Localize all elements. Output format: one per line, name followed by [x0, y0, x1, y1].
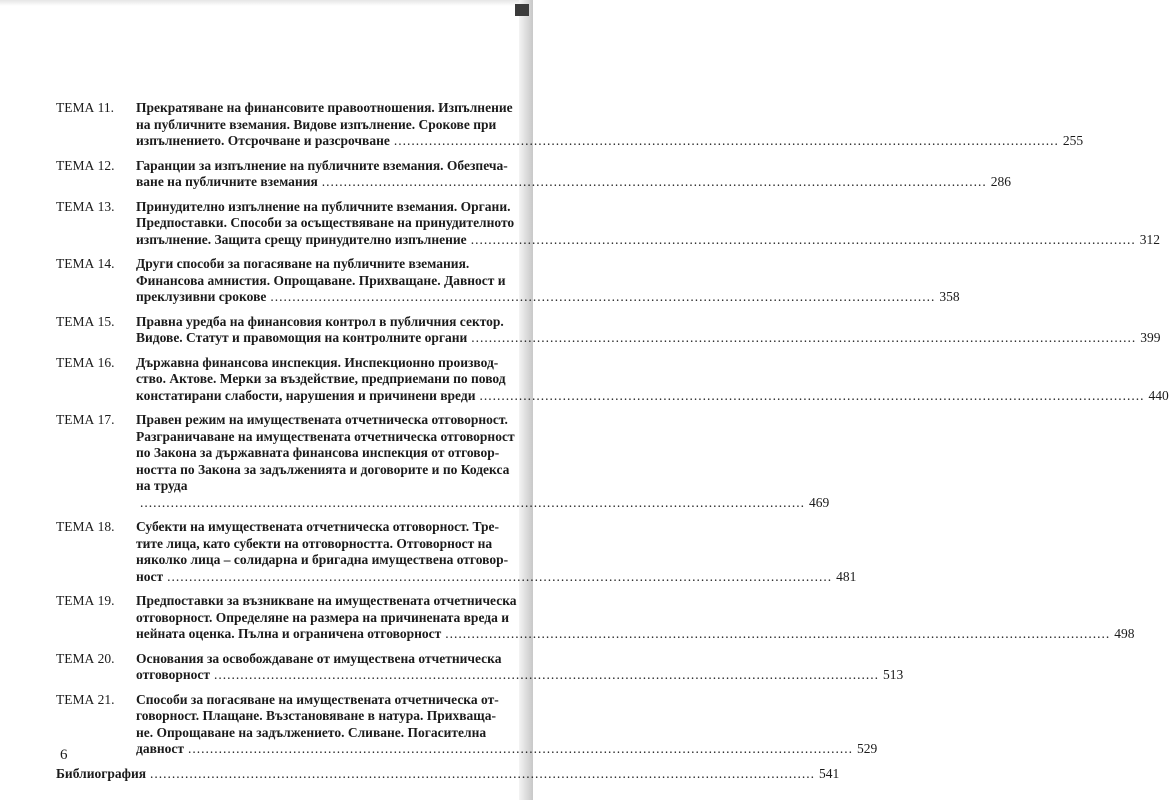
dot-leader: [479, 388, 1144, 405]
toc-entry-line: няколко лица – солидарна и бригадна имуществена отговор-: [136, 552, 509, 567]
toc-entry-title: [136, 355, 1169, 405]
toc-entry-line: Други способи за погасяване на публичните вземания.: [136, 256, 470, 271]
toc-entry-last-line: [136, 667, 903, 684]
toc-entry-title: [136, 256, 960, 306]
toc-entry-number: ТЕМА 14.: [56, 256, 115, 271]
page-top-edge: [0, 0, 533, 6]
toc-entry-line: Разграничаване на имуществената отчетническа отговорност: [136, 428, 515, 444]
dot-leader: [140, 495, 805, 512]
toc-entry-line: отговорност. Определяне на размера на причинената вреда и: [136, 609, 509, 625]
dot-leader: [471, 232, 1136, 249]
dot-leader: [167, 569, 832, 586]
toc-entry-title: [136, 651, 903, 684]
toc-entry-title: [136, 314, 1161, 347]
toc-bibliography-label: Библиография: [56, 765, 147, 781]
toc-entry-number: ТЕМА 18.: [56, 519, 115, 534]
toc-entry-title: [136, 158, 1011, 191]
dot-leader: [445, 626, 1110, 643]
toc-page-number[interactable]: 529: [857, 741, 878, 756]
dot-leader: [471, 330, 1136, 347]
toc-entry[interactable]: [56, 198, 1160, 249]
toc-entry-number: ТЕМА 15.: [56, 313, 115, 329]
toc-entry-line: ност: [136, 568, 164, 584]
toc-entry-last-line: [136, 133, 1083, 150]
toc-entry-line: Прекратяване на финансовите правоотношения. Изпълнение: [136, 100, 513, 115]
toc-entry-line: нейната оценка. Пълна и ограничена отговорност: [136, 626, 442, 641]
dot-leader: [270, 289, 935, 306]
toc-entry-number: ТЕМА 19.: [56, 593, 115, 608]
toc-bibliography[interactable]: [56, 765, 840, 783]
toc-entry-line: Способи за погасяване на имуществената отчетническа от-: [136, 691, 499, 707]
toc-entry-last-line: [136, 330, 1161, 347]
toc-entry-title: [136, 519, 856, 585]
toc-entry-line: на публичните вземания. Видове изпълнение. Срокове при: [136, 116, 497, 132]
toc-entry-title: [136, 100, 1083, 150]
toc-entry[interactable]: [56, 519, 857, 585]
toc-entry-title: [136, 412, 829, 511]
toc-entry[interactable]: [56, 650, 904, 684]
toc-entry-number: ТЕМА 12.: [56, 157, 115, 173]
toc-entry-line: по Закона за държавната финансова инспекция от отговор-: [136, 445, 500, 460]
toc-page-number[interactable]: 481: [836, 568, 857, 584]
toc-entry-line: не. Опрощаване на задължението. Сливане. Погасителна: [136, 724, 487, 740]
toc-page-number[interactable]: 498: [1114, 626, 1135, 641]
page-number: 6: [60, 747, 68, 763]
toc-entry-line: изпълнение. Защита срещу принудително изпълнение: [136, 231, 467, 247]
toc-entry-line: ство. Актове. Мерки за въздействие, предприемани по повод: [136, 371, 506, 386]
toc-page-number[interactable]: 440: [1148, 387, 1169, 403]
toc-page-number[interactable]: 469: [809, 494, 830, 510]
toc-entry-last-line: [136, 289, 960, 306]
dot-leader: [394, 133, 1059, 150]
toc-page-number[interactable]: 312: [1139, 231, 1160, 247]
dot-leader: [214, 667, 879, 684]
toc-entry-line: Правна уредба на финансовия контрол в публичния сектор.: [136, 313, 504, 329]
toc-entry-number: ТЕМА 17.: [56, 412, 115, 427]
toc-entry-line: ване на публичните вземания: [136, 174, 318, 189]
toc-entry-line: Предпоставки. Способи за осъществяване на принудителното: [136, 215, 515, 230]
toc-entry-last-line: [136, 388, 1169, 405]
toc-entry[interactable]: [56, 354, 1169, 405]
toc-entry[interactable]: [56, 313, 1161, 347]
toc-entry-last-line: [136, 232, 1160, 249]
toc-entry-line: Субекти на имуществената отчетническа отговорност. Тре-: [136, 519, 499, 534]
toc-entry-last-line: [136, 174, 1011, 191]
toc-entry-line: на труда: [136, 478, 188, 493]
toc-page-number[interactable]: 358: [939, 289, 960, 304]
toc-page-number[interactable]: 255: [1062, 133, 1084, 148]
dot-leader: [322, 174, 987, 191]
toc-page-number[interactable]: 541: [819, 765, 840, 781]
toc-entry-line: Гаранции за изпълнение на публичните вземания. Обезпеча-: [136, 157, 508, 173]
toc-entry[interactable]: [56, 157, 1012, 191]
toc-entry-last-line: [136, 626, 1135, 643]
toc-entry-line: преклузивни срокове: [136, 289, 267, 304]
toc-entry[interactable]: [56, 691, 878, 758]
toc-entry[interactable]: [56, 412, 830, 511]
toc-entry-line: Предпоставки за възникване на имуществената отчетническа: [136, 593, 517, 608]
toc-entry-line: отговорност: [136, 667, 211, 682]
toc-entry[interactable]: [56, 256, 960, 306]
toc-entry-number: ТЕМА 11.: [56, 100, 114, 115]
toc-entry-last-line: [136, 495, 829, 512]
toc-entry-number: ТЕМА 20.: [56, 650, 115, 666]
toc-entry-last-line: [136, 569, 856, 586]
toc-page-number[interactable]: 286: [990, 174, 1012, 189]
toc-entry-number: ТЕМА 21.: [56, 691, 115, 707]
toc-entry-line: тите лица, като субекти на отговорността. Отговорност на: [136, 535, 493, 551]
toc-entry-number: ТЕМА 13.: [56, 198, 115, 214]
toc-entry-line: констатирани слабости, нарушения и причинени вреди: [136, 387, 476, 403]
toc-entry-line: говорност. Плащане. Възстановяване в натура. Прихваща-: [136, 708, 496, 723]
dot-leader: [188, 741, 853, 758]
toc-page-number[interactable]: 513: [883, 667, 904, 682]
toc-entry-line: изпълнението. Отсрочване и разсрочване: [136, 133, 390, 148]
dot-leader: [150, 766, 815, 783]
toc-entry-line: Принудително изпълнение на публичните вземания. Органи.: [136, 198, 511, 214]
toc-entry-title: [136, 692, 877, 758]
toc-page-number[interactable]: 399: [1140, 330, 1161, 345]
table-of-contents: [56, 100, 1169, 782]
toc-entry-title: [136, 199, 1160, 249]
toc-entry[interactable]: [56, 100, 1084, 150]
toc-entry-number: ТЕМА 16.: [56, 354, 115, 370]
toc-entry-line: ността по Закона за задълженията и договорите и по Кодекса: [136, 461, 510, 477]
toc-entry-line: Правен режим на имуществената отчетническа отговорност.: [136, 412, 508, 427]
toc-entry-line: Финансова амнистия. Опрощаване. Прихващане. Давност и: [136, 272, 506, 288]
toc-entry[interactable]: [56, 593, 1135, 643]
scan-corner-mark: [515, 4, 529, 16]
toc-entry-line: давност: [136, 741, 185, 756]
toc-entry-line: Видове. Статут и правомощия на контролните органи: [136, 330, 468, 345]
toc-entry-line: Основания за освобождаване от имуществена отчетническа: [136, 650, 502, 666]
toc-entry-line: Държавна финансова инспекция. Инспекционно производ-: [136, 354, 499, 370]
toc-entry-title: [136, 593, 1135, 643]
toc-entry-last-line: [136, 741, 877, 758]
